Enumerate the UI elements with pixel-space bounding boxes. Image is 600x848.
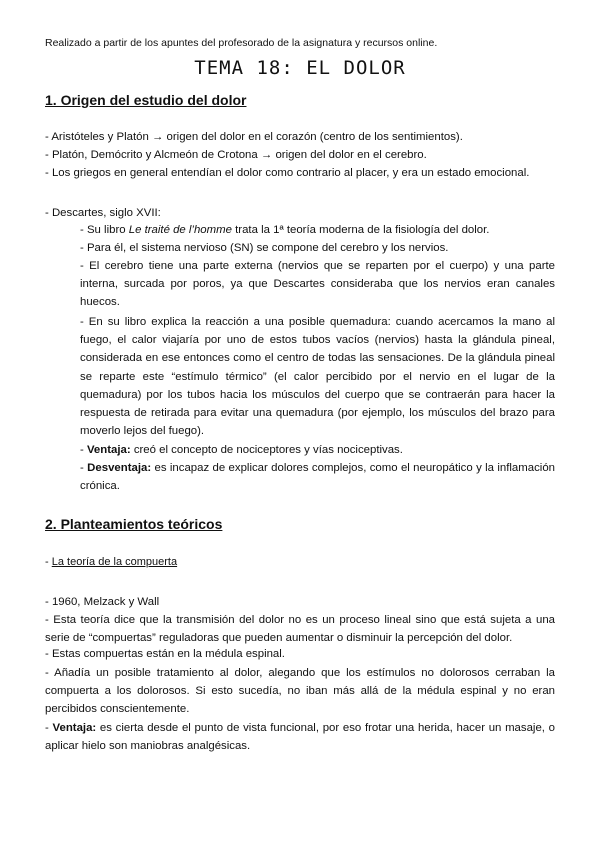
ventaja-text: creó el concepto de nociceptores y vías nociceptivas.: [130, 444, 403, 456]
bullet-aristoteles: - Aristóteles y Platón → origen del dolor en el corazón (centro de los sentimientos).: [45, 131, 463, 143]
subheading-text: La teoría de la compuerta: [51, 556, 178, 568]
ventaja2-label: Ventaja:: [52, 722, 97, 734]
subheading-prefix: -: [45, 556, 52, 568]
descartes-quemadura: - En su libro explica la reacción a una posible quemadura: cuando acercamos la mano al fuego, el calor viajaría por uno de estos tubos vacíos (nervios) hasta la glándula pineal, considerada en ese entonces como el centro de todas las sensaciones. De la glándula pineal se reparte este “estímulo térmico” (el calor percibido por el nervio en el lugar de la quemadura) por los tubos hacia los músculos del cuerpo que se contraerán para hacer la respuesta de retirada para evitar una quemadura (por ejemplo, los músculos del brazo para moverlo lejos del fuego).: [80, 316, 555, 438]
bullet-griegos: - Los griegos en general entendían el dolor como contrario al placer, y era un estado emocional.: [45, 167, 530, 179]
libro-post: trata la 1ª teoría moderna de la fisiología del dolor.: [231, 224, 490, 236]
ventaja2-prefix: -: [45, 722, 53, 734]
desventaja-text: es incapaz de explicar dolores complejos, como el neuropático y la inflamación crónica.: [80, 462, 555, 493]
compuerta-p1: - Esta teoría dice que la transmisión del dolor no es un proceso lineal sino que está sujeta a una serie de “compuertas” reguladoras que pueden aumentar o disminuir la percepción del dolor.: [45, 614, 555, 645]
compuerta-ventaja: [45, 719, 555, 755]
compuerta-subheading: [45, 556, 177, 568]
libro-pre: - Su libro: [80, 224, 129, 236]
section-2-heading: 2. Planteamientos teóricos: [45, 516, 223, 532]
bullet-platon: - Platón, Demócrito y Alcmeón de Crotona → origen del dolor en el cerebro.: [45, 149, 427, 161]
descartes-desventaja: [80, 459, 555, 495]
descartes-cerebro: - El cerebro tiene una parte externa (nervios que se reparten por el cuerpo) y una parte interna, surcada por poros, ya que Descartes consideraba que los nervios eran canales huecos.: [80, 260, 555, 309]
section-1-heading: 1. Origen del estudio del dolor: [45, 92, 247, 108]
descartes-intro: - Descartes, siglo XVII:: [45, 207, 161, 219]
compuerta-p2: - Estas compuertas están en la médula espinal.: [45, 648, 285, 660]
page-title: TEMA 18: EL DOLOR: [194, 57, 406, 79]
compuerta-p3: - Añadía un posible tratamiento al dolor, alegando que los estímulos no dolorosos cerraban la compuerta a los dolorosos. Si esto sucedía, no iban más allá de la médula espinal y no eran percibidos conscientemente.: [45, 667, 555, 716]
desventaja-label: Desventaja:: [87, 462, 152, 474]
ventaja2-text: es cierta desde el punto de vista funcional, por eso frotar una herida, hacer un masaje, o aplicar hielo son maniobras analgésicas.: [45, 722, 555, 753]
libro-title: Le traité de l’homme: [128, 224, 232, 236]
ventaja-prefix: -: [80, 444, 87, 456]
header-note: Realizado a partir de los apuntes del profesorado de la asignatura y recursos online.: [45, 37, 438, 49]
desventaja-prefix: -: [80, 462, 88, 474]
descartes-libro: [80, 224, 489, 236]
compuerta-year: - 1960, Melzack y Wall: [45, 596, 160, 608]
ventaja-label: Ventaja:: [86, 444, 131, 456]
descartes-ventaja: [80, 444, 403, 456]
descartes-sn: - Para él, el sistema nervioso (SN) se compone del cerebro y los nervios.: [80, 242, 449, 254]
